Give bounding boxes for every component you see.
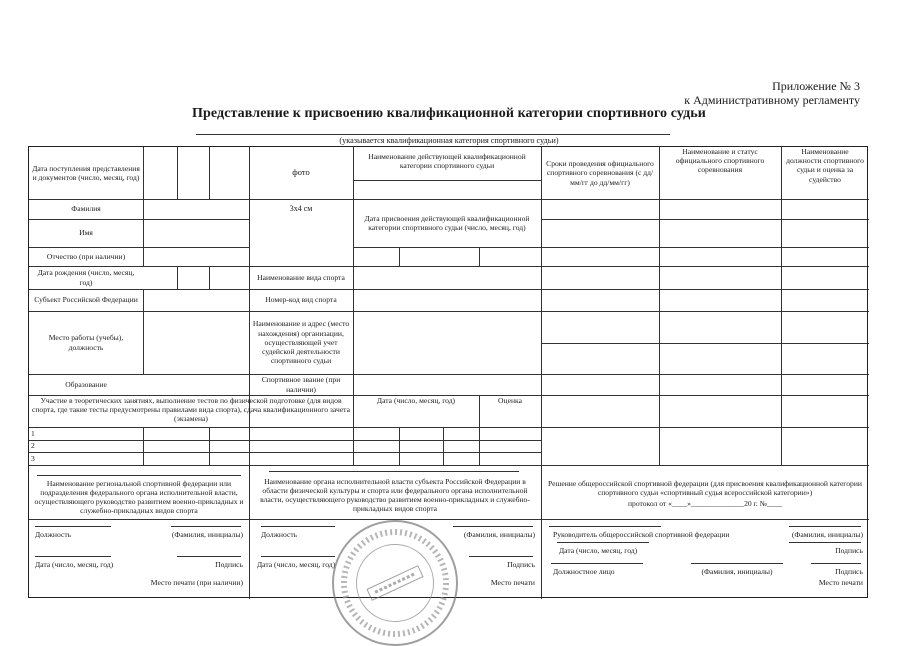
surname-label: Фамилия — [71, 204, 101, 214]
executive-body-label: Наименование органа исполнительной власти субъекта Российской Федерации в области физической культуры и спорта или федерального органа исполнительной власти, осуществляющего руководство развитием военно-прикладных и служебно-прикладных видов спорта — [260, 476, 530, 514]
row-line — [541, 427, 869, 428]
official-seal — [332, 520, 458, 646]
protocol-label: протокол от «____»______________20 г. №____ — [627, 499, 783, 509]
page-title: Представление к присвоению квалификационной категории спортивного судьи — [192, 106, 706, 121]
all-russian-fed-label: Решение общероссийской спортивной федерации (для присвоения квалификационной категории спортивного судьи «спортивный судья всероссийской категории») — [548, 478, 862, 497]
stamp-place-label: Место печати — [490, 577, 535, 587]
education-label: Образование — [65, 379, 107, 389]
row-number: 3 — [31, 453, 35, 463]
stamp-place-label: Место печати — [818, 577, 863, 587]
photo-size-label: 3x4 см — [289, 204, 313, 214]
surname-initials-label: (Фамилия, инициалы) — [463, 529, 535, 539]
date-dmy-label: Дата (число, месяц, год) — [257, 559, 336, 569]
fill-line — [35, 556, 111, 557]
judge-position-label: Наименование должности спортивного судьи и оценка за судейство — [786, 147, 864, 184]
signature-label: Подпись — [215, 559, 243, 569]
date-received-label: Дата поступления представления и документов (число, месяц, год) — [32, 163, 140, 182]
row-line — [541, 266, 869, 267]
col-line — [443, 427, 444, 465]
competition-name-label: Наименование и статус официального спортивного соревнования — [675, 147, 765, 175]
fill-line — [177, 556, 241, 557]
appendix-target: к Административному регламенту — [684, 93, 860, 107]
row-line — [541, 247, 869, 248]
current-category-name-label: Наименование действующей квалификационной категории спортивного судьи — [368, 152, 526, 171]
birth-date-label: Дата рождения (число, месяц, год) — [37, 268, 135, 287]
official-label: Должностное лицо — [553, 566, 615, 576]
fill-line — [261, 556, 335, 557]
fill-line — [171, 526, 241, 527]
fill-line — [551, 563, 643, 564]
signature-label: Подпись — [835, 566, 863, 576]
current-category-date-label: Дата присвоения действующей квалификационной категории спортивного судьи (число, месяц, год) — [364, 213, 530, 232]
position-label: Должность — [261, 529, 298, 539]
fill-line — [557, 542, 649, 543]
row-line — [29, 452, 541, 453]
row-line — [29, 465, 869, 466]
name-label: Имя — [79, 228, 93, 238]
fill-line — [691, 563, 783, 564]
col-line — [143, 147, 144, 266]
signature-label: Подпись — [835, 545, 863, 555]
col-line — [143, 289, 144, 311]
col-line — [479, 247, 480, 266]
col-line — [209, 147, 210, 199]
row-line — [541, 311, 869, 312]
row-line — [541, 395, 869, 396]
surname-initials-label: (Фамилия, инициалы) — [791, 529, 863, 539]
title-underline — [196, 134, 670, 135]
col-line — [143, 311, 144, 374]
col-line — [399, 247, 400, 266]
fill-line — [35, 526, 111, 527]
row-line — [541, 199, 869, 200]
row-line — [29, 427, 541, 428]
date-dmy-label: Дата (число, месяц, год) — [35, 559, 114, 569]
position-label: Должность — [35, 529, 72, 539]
col-line — [177, 147, 178, 199]
region-label: Субъект Российской Федерации — [34, 295, 138, 305]
col-line — [541, 147, 542, 599]
row-line — [29, 519, 869, 520]
fill-line — [811, 563, 861, 564]
workplace-label: Место работы (учебы), должность — [48, 333, 124, 352]
row-number: 1 — [31, 428, 35, 438]
org-name-address-label: Наименование и адрес (место нахождения) организации, осуществляющей учет судейской деятельности спортивного судьи — [252, 319, 350, 366]
col-line — [399, 427, 400, 465]
col-line — [143, 427, 144, 465]
row-line — [29, 440, 541, 441]
row-line — [353, 247, 541, 248]
sport-name-label: Наименование вида спорта — [257, 272, 345, 282]
competition-dates-label: Сроки проведения официального спортивного соревнования (с дд/мм/гг до дд/мм/гг) — [546, 159, 654, 187]
patronymic-label: Отчество (при наличии) — [46, 251, 126, 261]
theory-tests-label: Участие в теоретических занятиях, выполнение тестов по физической подготовке (для видов спорта, где такие тесты предусмотрены правилами вида спорта), сдача квалификационного зачета (экзамена) — [32, 396, 350, 424]
sport-title-label: Спортивное звание (при наличии) — [261, 375, 341, 394]
appendix-number: Приложение № 3 — [772, 79, 860, 93]
col-line — [209, 266, 210, 289]
fill-line — [789, 542, 861, 543]
row-number: 2 — [31, 441, 35, 451]
row-line — [541, 343, 869, 344]
grade-col-label: Оценка — [498, 396, 522, 405]
regional-fed-label: Наименование региональной спортивной федерации или подразделения федерального органа исполнительной власти, осуществляющего руководство развитием военно-прикладных и служебно-прикладных видов спорта — [34, 478, 244, 516]
fill-line — [37, 475, 241, 476]
fill-line — [269, 471, 519, 472]
row-line — [541, 219, 869, 220]
surname-initials-label: (Фамилия, инициалы) — [701, 566, 773, 576]
row-line — [541, 289, 869, 290]
sport-code-label: Номер-код вид спорта — [265, 295, 337, 305]
col-line — [209, 427, 210, 465]
col-line — [177, 266, 178, 289]
stamp-place-label: Место печати (при наличии) — [150, 577, 243, 587]
fill-line — [261, 526, 335, 527]
date-dmy-label: Дата (число, месяц, год) — [559, 545, 638, 555]
fill-line — [789, 526, 861, 527]
row-line — [541, 374, 869, 375]
seal-graphic — [334, 522, 456, 644]
fill-line — [469, 556, 533, 557]
head-fed-label: Руководитель общероссийской спортивной федерации — [553, 529, 730, 539]
photo-label: фото — [292, 167, 310, 178]
surname-initials-label: (Фамилия, инициалы) — [171, 529, 243, 539]
fill-line — [453, 526, 533, 527]
fill-line — [549, 526, 661, 527]
signature-label: Подпись — [507, 559, 535, 569]
title-hint: (указывается квалификационная категория спортивного судьи) — [339, 136, 559, 145]
date-col-label: Дата (число, месяц, год) — [376, 396, 456, 405]
